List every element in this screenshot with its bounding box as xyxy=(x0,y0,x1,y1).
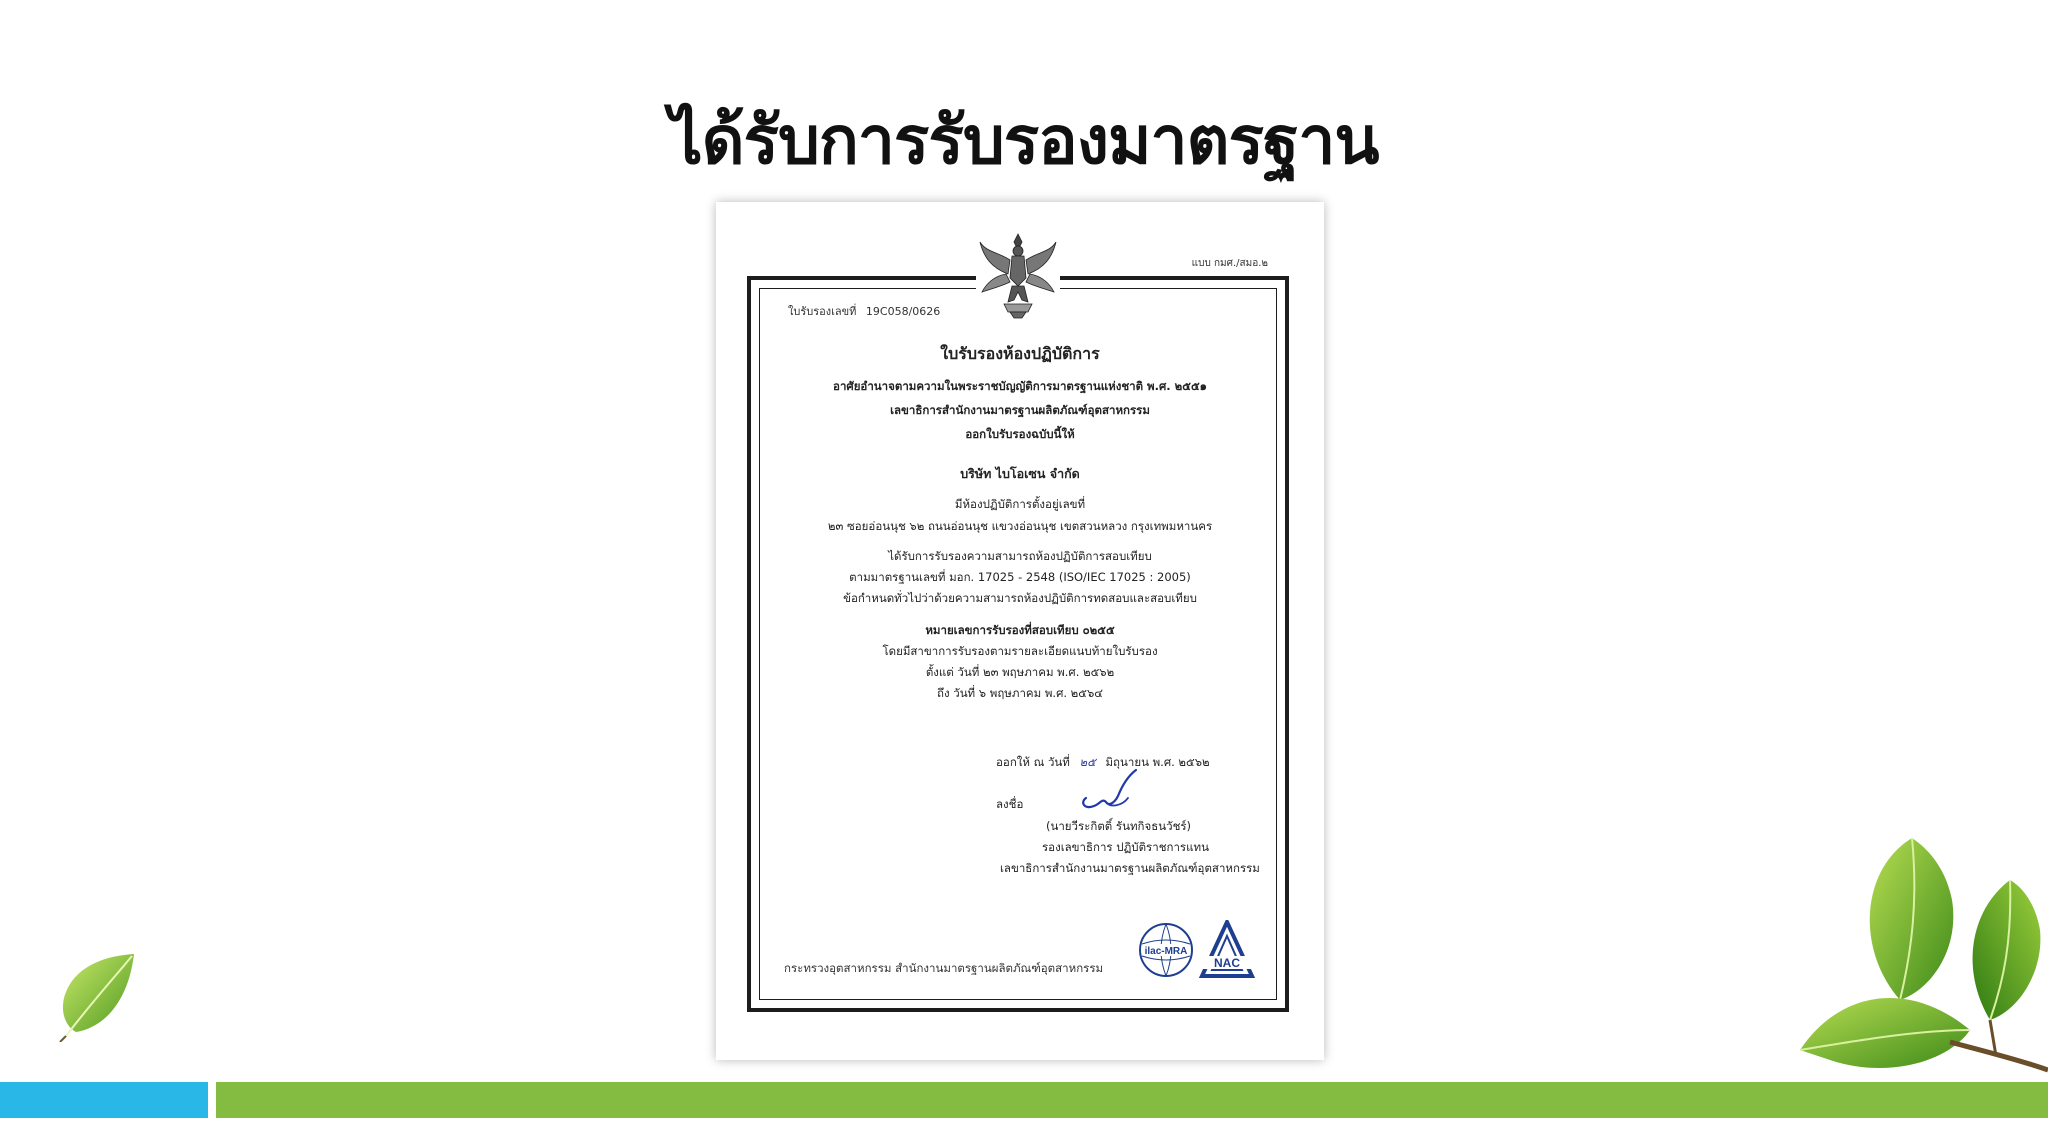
certificate-number-value: 19C058/0626 xyxy=(865,305,941,318)
scope-line: ข้อกำหนดทั่วไปว่าด้วยความสามารถห้องปฏิบัติการทดสอบและสอบเทียบ xyxy=(843,591,1197,605)
validity-line: โดยมีสาขาการรับรองตามรายละเอียดแนบท้ายใบรับรอง xyxy=(882,644,1158,658)
address-line: มีห้องปฏิบัติการตั้งอยู่เลขที่ xyxy=(954,497,1086,511)
nac-logo xyxy=(1198,920,1256,980)
company-name: บริษัท ไบโอเซน จำกัด xyxy=(960,466,1080,481)
accreditation-number: หมายเลขการรับรองที่สอบเทียบ ๐๒๕๕ xyxy=(925,623,1115,637)
garuda-emblem-icon xyxy=(976,230,1060,320)
issue-date-suffix: มิถุนายน พ.ศ. ๒๕๖๒ xyxy=(1105,755,1210,769)
scope-line: ตามมาตรฐานเลขที่ มอก. 17025 - 2548 (ISO/IEC 17025 : 2005) xyxy=(849,570,1191,584)
issue-date-day: ๒๕ xyxy=(1079,755,1096,769)
ilac-mra-text: ilac-MRA xyxy=(1144,946,1188,957)
leaf-decoration-icon xyxy=(56,950,140,1042)
sign-label: ลงชื่อ xyxy=(996,797,1024,811)
signer-title: รองเลขาธิการ ปฏิบัติราชการแทน xyxy=(1042,840,1209,854)
certificate-number-label: ใบรับรองเลขที่ xyxy=(788,305,857,318)
certificate-heading: ใบรับรองห้องปฏิบัติการ xyxy=(940,344,1100,363)
nac-text: NAC xyxy=(1214,956,1240,970)
certificate-number xyxy=(788,302,940,320)
authority-line: เลขาธิการสำนักงานมาตรฐานผลิตภัณฑ์อุตสาหกรรม xyxy=(890,403,1150,417)
footer-stripe-green xyxy=(216,1082,2048,1118)
form-code: แบบ กมศ./สมอ.๒ xyxy=(1191,258,1268,269)
validity-line: ตั้งแต่ วันที่ ๒๓ พฤษภาคม พ.ศ. ๒๕๖๒ xyxy=(925,665,1115,679)
scope-line: ได้รับการรับรองความสามารถห้องปฏิบัติการสอบเทียบ xyxy=(888,549,1152,563)
footer-stripe-blue xyxy=(0,1082,208,1118)
issue-date-prefix: ออกให้ ณ วันที่ xyxy=(996,755,1070,769)
page-title: ได้รับการรับรองมาตรฐาน xyxy=(669,102,1379,179)
ilac-mra-logo xyxy=(1138,922,1194,978)
signature-icon xyxy=(1078,768,1148,814)
leaves-decoration-icon xyxy=(1800,830,2048,1090)
address-line: ๒๓ ซอยอ่อนนุช ๖๒ ถนนอ่อนนุช แขวงอ่อนนุช เขตสวนหลวง กรุงเทพมหานคร xyxy=(827,519,1213,533)
signer-organization: เลขาธิการสำนักงานมาตรฐานผลิตภัณฑ์อุตสาหกรรม xyxy=(1000,861,1260,875)
validity-line: ถึง วันที่ ๖ พฤษภาคม พ.ศ. ๒๕๖๔ xyxy=(937,686,1103,700)
signer-name: (นายวีระกิตติ์ รันทกิจธนวัชร์) xyxy=(1046,819,1192,833)
certificate-document xyxy=(716,202,1324,1060)
authority-line: ออกใบรับรองฉบับนี้ให้ xyxy=(965,427,1075,441)
authority-line: อาศัยอำนาจตามความในพระราชบัญญัติการมาตรฐานแห่งชาติ พ.ศ. ๒๕๕๑ xyxy=(833,379,1207,393)
ministry-footer: กระทรวงอุตสาหกรรม สำนักงานมาตรฐานผลิตภัณฑ์อุตสาหกรรม xyxy=(784,961,1104,975)
